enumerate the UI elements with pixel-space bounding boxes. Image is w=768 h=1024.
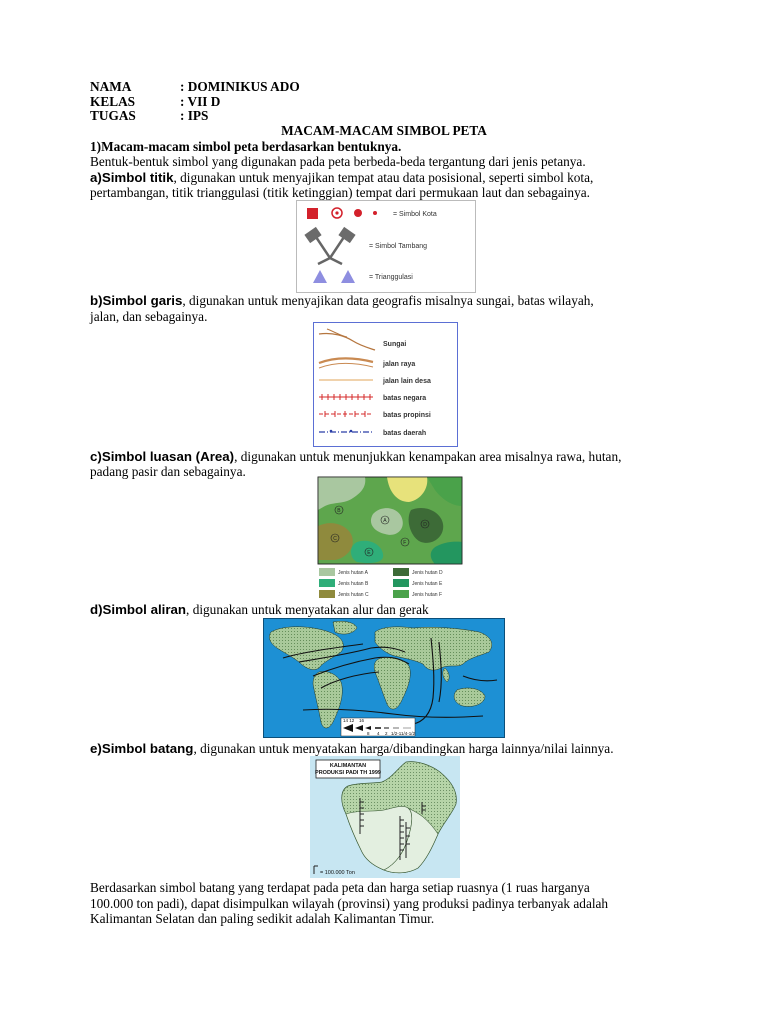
legend-jalan-desa: jalan lain desa (383, 378, 431, 385)
luasan-text2: padang pasir dan sebagainya. (90, 464, 246, 479)
kelas-value: : VII D (180, 94, 221, 109)
legend-batas-negara: batas negara (383, 395, 427, 402)
tugas-label: TUGAS (90, 108, 136, 123)
titik-figure (296, 200, 476, 293)
legend-hutan-b: Jenis hutan B (338, 581, 369, 587)
page-title: MACAM-MACAM SIMBOL PETA (281, 123, 487, 138)
scale-label-quarter-half: 1/4-1/2 (401, 731, 416, 736)
garis-paragraph-line1 (90, 293, 594, 309)
luasan-text1: , digunakan untuk menunjukkan kenampakan area misalnya rawa, hutan, (234, 449, 622, 464)
map-letter-b: B (337, 508, 341, 514)
aliran-figure (263, 618, 505, 738)
garis-text2: jalan, dan sebagainya. (90, 309, 208, 324)
luasan-label: c)Simbol luasan (Area) (90, 449, 235, 464)
kelas-label: KELAS (90, 94, 136, 109)
legend-batas-daerah: batas daerah (383, 430, 427, 437)
titik-label: a)Simbol titik (90, 170, 174, 185)
legend-batas-propinsi: batas propinsi (383, 412, 431, 419)
map-letter-a: A (383, 518, 387, 524)
map-letter-f: F (403, 540, 407, 546)
legend-tambang: = Simbol Tambang (369, 243, 428, 250)
scale-label-half-1: 1/2-1 (391, 731, 402, 736)
forest-area-map (318, 477, 462, 564)
conclusion-line3: Kalimantan Selatan dan paling sedikit adalah Kalimantan Timur. (90, 911, 435, 926)
titik-text2: pertambangan, titik trianggulasi (titik ketinggian) tempat dari permukaan laut dan sebagainya. (90, 185, 590, 200)
luasan-figure (317, 476, 463, 602)
garis-label: b)Simbol garis (90, 293, 183, 308)
titik-paragraph-line1 (90, 170, 593, 186)
legend-hutan-e: Jenis hutan E (412, 581, 443, 587)
map-title-kalimantan: KALIMANTAN (329, 763, 367, 769)
map-letter-d: D (423, 522, 427, 528)
batang-label: e)Simbol batang (90, 741, 194, 756)
legend-hutan-a: Jenis hutan A (338, 570, 369, 576)
kota-small-dot-symbol (373, 211, 377, 215)
legend-kota: = Simbol Kota (393, 211, 437, 218)
conclusion-line1: Berdasarkan simbol batang yang terdapat pada peta dan harga setiap ruasnya (1 ruas harganya (90, 880, 590, 895)
scale-label-16: 16 (359, 718, 365, 723)
aliran-text: , digunakan untuk menyatakan alur dan gerak (186, 602, 429, 617)
garis-text1: , digunakan untuk menyajikan data geografis misalnya sungai, batas wilayah, (182, 293, 594, 308)
scale-label-2: 2 (385, 731, 388, 736)
scale-label-4: 4 (377, 731, 380, 736)
map-letter-c: C (333, 536, 337, 542)
scale-label-8: 8 (367, 731, 370, 736)
nama-value: : DOMINIKUS ADO (180, 79, 300, 94)
garis-figure (313, 322, 458, 447)
legend-hutan-c: Jenis hutan C (338, 592, 369, 598)
batang-text: , digunakan untuk menyatakan harga/dibandingkan harga lainnya/nilai lainnya. (193, 741, 614, 756)
scale-label-14-12: 14 12 (343, 718, 355, 723)
nama-label: NAMA (90, 79, 132, 94)
section-heading: 1)Macam-macam simbol peta berdasarkan bentuknya. (90, 139, 402, 154)
map-title-produksi: PRODUKSI PADI TH 1999 (315, 770, 381, 776)
aliran-label: d)Simbol aliran (90, 602, 187, 617)
batang-figure (310, 756, 460, 878)
legend-hutan-f: Jenis hutan F (412, 592, 443, 598)
legend-sungai: Sungai (383, 341, 407, 348)
kota-square-symbol (307, 208, 318, 219)
batang-paragraph (90, 741, 614, 757)
titik-text1: , digunakan untuk menyajikan tempat atau data posisional, seperti simbol kota, (173, 170, 594, 185)
map-letter-e: E (367, 550, 371, 556)
legend-trianggulasi: = Trianggulasi (369, 274, 413, 281)
scale-100000-ton: = 100.000 Ton (320, 870, 355, 876)
legend-hutan-d: Jenis hutan D (412, 570, 443, 576)
flow-scale (341, 718, 416, 736)
luasan-paragraph-line1 (90, 449, 621, 465)
aliran-paragraph (90, 602, 429, 618)
tugas-value: : IPS (180, 108, 209, 123)
section-intro: Bentuk-bentuk simbol yang digunakan pada peta berbeda-beda tergantung dari jenis petanya. (90, 154, 586, 169)
conclusion-line2: 100.000 ton padi), dapat disimpulkan wilayah (provinsi) yang produksi padinya terbanyak adalah (90, 896, 609, 911)
legend-jalan-raya: jalan raya (383, 361, 416, 368)
kota-dot-symbol (354, 209, 362, 217)
